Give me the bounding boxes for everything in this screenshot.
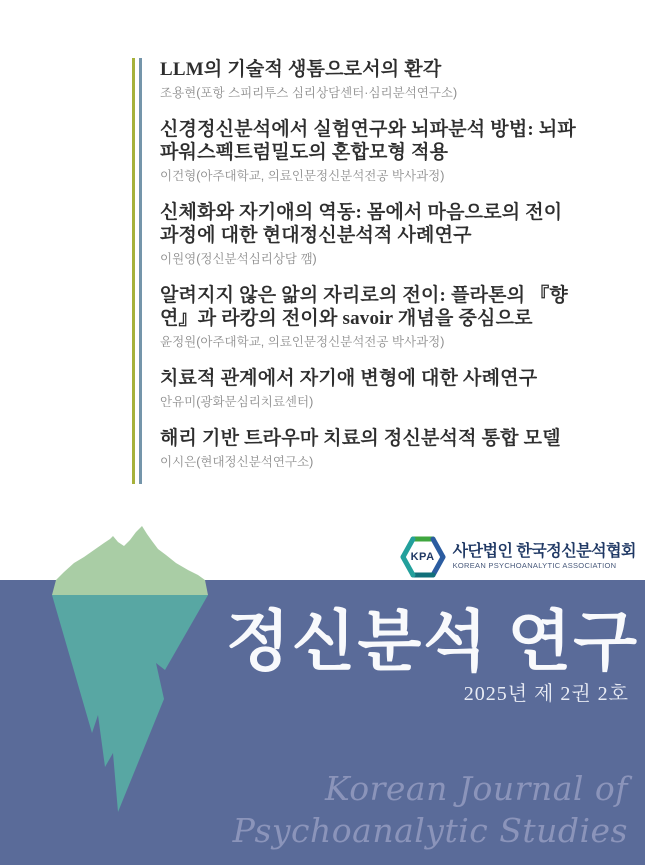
association-logo [400, 534, 636, 580]
journal-title-english-line2: Psychoanalytic Studies [232, 811, 628, 850]
journal-title-english [233, 768, 628, 852]
article-entry [160, 284, 584, 350]
article-entry [160, 367, 584, 410]
accent-line-olive [132, 58, 135, 484]
journal-title-korean: 정신분석 연구 [225, 606, 639, 679]
article-author: 조용현(포항 스피리투스 심리상담센터·심리분석연구소) [160, 86, 458, 100]
article-author: 이원영(정신분석심리상담 깸) [160, 252, 317, 266]
article-author: 이건형(아주대학교, 의료인문정신분석전공 박사과정) [160, 169, 445, 183]
article-author: 이시은(현대정신분석연구소) [160, 455, 314, 469]
issue-info: 2025년 제 2권 2호 [463, 683, 629, 705]
table-of-contents [132, 58, 584, 487]
article-entry [160, 58, 584, 101]
journal-title-english-line1: Korean Journal of [324, 769, 628, 808]
accent-line-blue [139, 58, 142, 484]
article-title: 알려지지 않은 앎의 자리로의 전이: 플라톤의 『향연』과 라캉의 전이와 savoir 개념을 중심으로 [160, 285, 568, 329]
article-entry [160, 201, 584, 267]
article-title: 신체화와 자기애의 역동: 몸에서 마음으로의 전이 과정에 대한 현대정신분석적 사례연구 [160, 202, 563, 246]
kpa-acronym: KPA [410, 551, 435, 563]
article-entry [160, 427, 584, 470]
article-author: 윤정원(아주대학교, 의료인문정신분석전공 박사과정) [160, 335, 445, 349]
article-title: 치료적 관계에서 자기애 변형에 대한 사례연구 [160, 368, 538, 389]
article-title: 해리 기반 트라우마 치료의 정신분석적 통합 모델 [160, 428, 561, 449]
article-title: LLM의 기술적 생톰으로서의 환각 [160, 59, 442, 80]
association-name [453, 543, 636, 571]
kpa-hexagon-icon [400, 534, 446, 580]
association-name-korean: 사단법인 한국정신분석협회 [452, 543, 636, 560]
iceberg-above-water-shape [52, 526, 208, 595]
article-author: 안유미(광화문심리치료센터) [160, 395, 314, 409]
association-name-english: KOREAN PSYCHOANALYTIC ASSOCIATION [452, 561, 617, 570]
article-entry [160, 118, 584, 184]
article-title: 신경정신분석에서 실험연구와 뇌파분석 방법: 뇌파 파워스펙트럼밀도의 혼합모형 적용 [160, 119, 576, 163]
